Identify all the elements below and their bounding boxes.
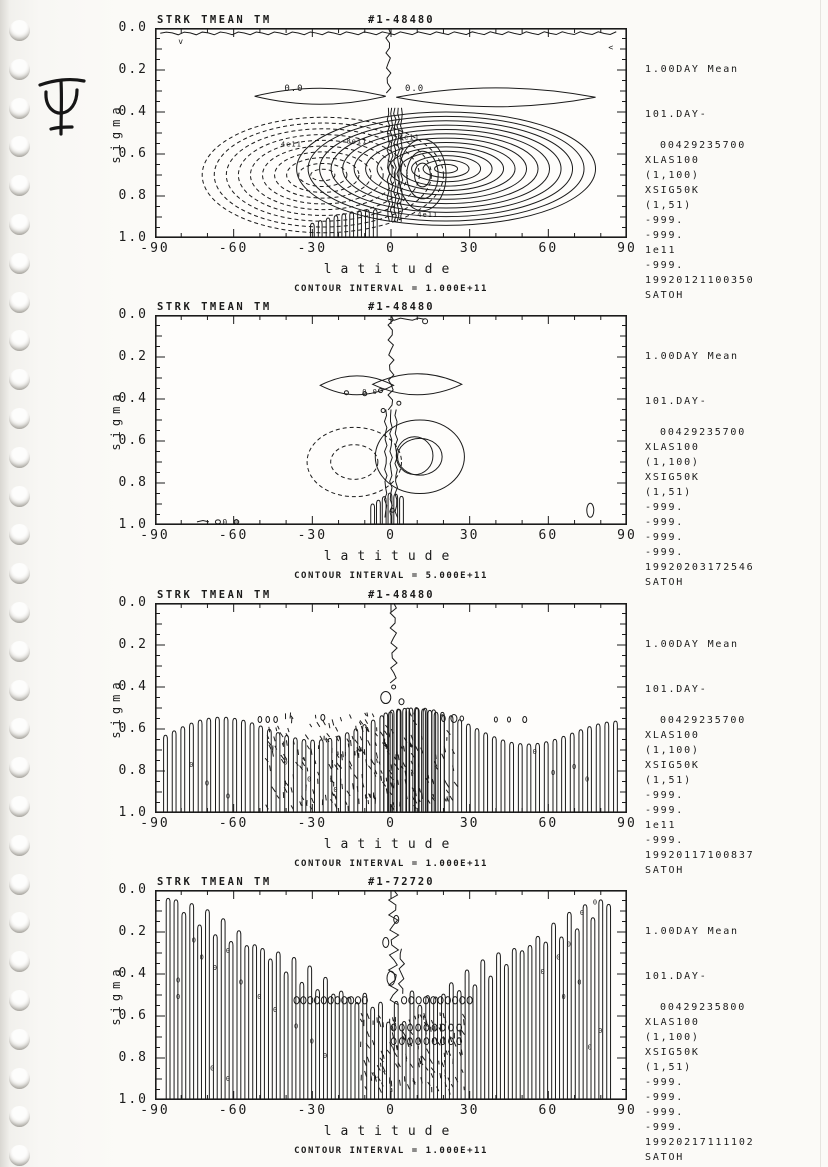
side-metadata-line: 00429235700 [660, 715, 747, 726]
side-metadata-line: -999. [645, 532, 685, 543]
plot-title: STRK TMEAN TM [157, 876, 272, 888]
svg-text:8e11: 8e11 [398, 133, 420, 142]
side-metadata-line: XLAS100 [645, 1017, 700, 1028]
y-tick-label: 0.6 [118, 1008, 148, 1023]
plot-run-id: #1-48480 [368, 301, 435, 313]
x-tick-label: 0 [386, 1103, 396, 1118]
plot-run-id: #1-48480 [368, 589, 435, 601]
side-metadata-line: 19920121100350 [645, 275, 755, 286]
side-metadata-line: (1,51) [645, 1062, 692, 1073]
x-tick-label: 0 [386, 528, 396, 543]
side-metadata-line: (1,51) [645, 487, 692, 498]
svg-text:0: 0 [577, 978, 583, 987]
y-tick-label: 0.0 [118, 882, 148, 897]
side-metadata-line: XLAS100 [645, 155, 700, 166]
side-metadata [645, 713, 755, 878]
x-tick-label: -30 [297, 528, 328, 543]
svg-text:<: < [608, 43, 615, 53]
side-header [645, 319, 739, 439]
side-header [645, 32, 739, 152]
svg-text:0: 0 [204, 779, 211, 788]
svg-text:0: 0 [283, 758, 289, 767]
side-metadata-line: 1e11 [645, 820, 677, 831]
side-metadata-line: XLAS100 [645, 442, 700, 453]
y-tick-label: 0.0 [118, 307, 148, 322]
x-tick-label: -30 [297, 1103, 328, 1118]
x-tick-label: -60 [218, 241, 249, 256]
side-metadata-line: XLAS100 [645, 730, 700, 741]
x-tick-label: -60 [218, 1103, 249, 1118]
svg-text:4e11: 4e11 [417, 211, 439, 219]
side-metadata [645, 138, 755, 303]
y-tick-label: 0.8 [118, 475, 148, 490]
svg-text:0: 0 [175, 976, 182, 985]
side-header-line: 101.DAY- [645, 396, 708, 407]
contour-interval-label: CONTOUR INTERVAL = 1.000E+11 [294, 284, 488, 294]
side-header-line: 101.DAY- [645, 971, 708, 982]
side-metadata-line: (1,51) [645, 200, 692, 211]
plot-title: STRK TMEAN TM [157, 301, 272, 313]
y-tick-label: 0.4 [118, 104, 148, 119]
side-metadata-line: 00429235700 [660, 140, 747, 151]
x-tick-label: -90 [140, 1103, 170, 1118]
y-tick-label: 0.6 [118, 146, 148, 161]
svg-text:0: 0 [556, 953, 562, 962]
y-tick-label: 1.0 [118, 1092, 148, 1107]
svg-text:0: 0 [598, 1026, 604, 1035]
side-metadata-line: -999. [645, 805, 685, 816]
side-metadata-line: (1,100) [645, 170, 700, 181]
side-metadata-line: -999. [645, 1092, 685, 1103]
side-metadata-line: XSIG50K [645, 472, 700, 483]
x-tick-label: -90 [140, 816, 170, 831]
side-header-line: 1.00DAY Mean [645, 64, 739, 75]
y-axis-label: sigma [109, 964, 123, 1026]
svg-text:8e11: 8e11 [346, 137, 368, 146]
y-tick-label: 0.2 [118, 62, 148, 77]
y-tick-label: 0.0 [118, 595, 148, 610]
contour-plot [155, 603, 627, 813]
y-tick-label: 1.0 [118, 805, 148, 820]
x-tick-label: 90 [617, 1103, 637, 1118]
svg-text:0.0: 0.0 [404, 84, 425, 94]
y-tick-label: 0.8 [118, 1050, 148, 1065]
x-tick-label: 30 [459, 1103, 480, 1118]
x-tick-label: 90 [617, 241, 637, 256]
x-axis-label: latitude [323, 837, 459, 852]
x-tick-label: 60 [538, 816, 559, 831]
side-metadata-line: -999. [645, 215, 685, 226]
side-metadata-line: -999. [645, 1122, 685, 1133]
svg-text:0: 0 [199, 953, 205, 962]
side-metadata [645, 425, 755, 590]
x-tick-label: 60 [538, 241, 559, 256]
svg-text:0: 0 [592, 898, 599, 907]
contour-panel [0, 12, 828, 304]
side-metadata-line: 00429235800 [660, 1002, 747, 1013]
y-tick-label: 0.6 [118, 433, 148, 448]
y-tick-label: 0.0 [118, 20, 148, 35]
svg-text:4e11: 4e11 [280, 140, 302, 149]
svg-text:0: 0 [210, 1064, 216, 1073]
side-metadata-line: -999. [645, 547, 685, 558]
x-tick-label: 0 [386, 816, 396, 831]
y-axis-label: sigma [109, 677, 123, 739]
y-tick-label: 0.4 [118, 966, 148, 981]
svg-text:0: 0 [225, 947, 232, 955]
x-tick-label: -60 [218, 816, 249, 831]
y-tick-label: 0.8 [118, 188, 148, 203]
svg-text:0: 0 [273, 1005, 279, 1014]
y-axis-label: sigma [109, 389, 123, 451]
x-tick-label: 30 [459, 241, 480, 256]
y-tick-label: 0.8 [118, 763, 148, 778]
x-axis-label: latitude [323, 549, 459, 564]
x-tick-label: 60 [538, 1103, 559, 1118]
side-metadata-line: 1e11 [645, 245, 677, 256]
svg-text:0.0: 0.0 [222, 518, 240, 525]
side-metadata-line: XSIG50K [645, 760, 700, 771]
y-tick-label: 0.6 [118, 721, 148, 736]
svg-text:0: 0 [571, 762, 578, 771]
x-tick-label: -60 [218, 528, 249, 543]
side-metadata-line: -999. [645, 230, 685, 241]
side-header [645, 894, 739, 1014]
plot-run-id: #1-48480 [368, 14, 435, 26]
side-header-line: 1.00DAY Mean [645, 639, 739, 650]
side-header-line: 1.00DAY Mean [645, 351, 739, 362]
side-metadata-line: 00429235700 [660, 427, 747, 438]
side-metadata-line: -999. [645, 502, 685, 513]
svg-text:0: 0 [307, 775, 313, 784]
y-tick-label: 1.0 [118, 230, 148, 245]
svg-text:0.0: 0.0 [284, 84, 304, 94]
side-metadata-line: (1,100) [645, 457, 700, 468]
side-metadata-line: SATOH [645, 290, 685, 301]
side-metadata-line: -999. [645, 790, 685, 801]
x-axis-label: latitude [323, 262, 459, 277]
side-metadata-line: 19920203172546 [645, 562, 755, 573]
side-metadata [645, 1000, 755, 1165]
side-header-line: 101.DAY- [645, 684, 708, 695]
side-metadata-line: -999. [645, 517, 685, 528]
plot-title: STRK TMEAN TM [157, 14, 272, 26]
side-metadata-line: (1,100) [645, 745, 700, 756]
plot-title: STRK TMEAN TM [157, 589, 272, 601]
y-axis-label: sigma [109, 102, 123, 164]
contour-interval-label: CONTOUR INTERVAL = 5.000E+11 [294, 571, 488, 581]
side-metadata-line: -999. [645, 1077, 685, 1088]
svg-text:0: 0 [309, 1037, 315, 1046]
svg-text:0: 0 [189, 760, 195, 769]
plot-run-id: #1-72720 [368, 876, 435, 888]
y-tick-label: 0.2 [118, 349, 148, 364]
x-tick-label: -90 [140, 241, 170, 256]
contour-panel [0, 299, 828, 591]
contour-plot [155, 315, 627, 525]
x-tick-label: -90 [140, 528, 170, 543]
svg-text:0: 0 [579, 909, 586, 918]
side-header-line: 1.00DAY Mean [645, 926, 739, 937]
side-metadata-line: -999. [645, 260, 685, 271]
svg-text:0: 0 [225, 1075, 232, 1084]
side-metadata-line: -999. [645, 835, 685, 846]
side-metadata-line: -999. [645, 1107, 685, 1118]
contour-interval-label: CONTOUR INTERVAL = 1.000E+11 [294, 1146, 488, 1156]
contour-plot [155, 890, 627, 1100]
svg-text:0: 0 [333, 786, 339, 794]
side-metadata-line: 19920117100837 [645, 850, 755, 861]
svg-text:0: 0 [587, 1043, 593, 1052]
x-tick-label: 30 [459, 528, 480, 543]
side-metadata-line: SATOH [645, 1152, 685, 1163]
svg-text:v: v [178, 36, 185, 46]
contour-plot [155, 28, 627, 238]
x-axis-label: latitude [323, 1124, 459, 1139]
svg-text:0: 0 [532, 748, 538, 757]
svg-text:0: 0 [540, 968, 546, 976]
x-tick-label: 0 [386, 241, 396, 256]
x-tick-label: -30 [297, 816, 328, 831]
y-tick-label: 0.2 [118, 924, 148, 939]
svg-text:0: 0 [191, 936, 197, 945]
x-tick-label: 60 [538, 528, 559, 543]
y-tick-label: 0.4 [118, 391, 148, 406]
x-tick-label: 90 [617, 528, 637, 543]
side-header [645, 607, 739, 727]
y-tick-label: 0.4 [118, 679, 148, 694]
side-metadata-line: SATOH [645, 865, 685, 876]
svg-text:0: 0 [238, 978, 245, 987]
svg-text:0: 0 [293, 1022, 300, 1031]
svg-text:0: 0 [561, 993, 567, 1002]
svg-text:0: 0 [550, 769, 557, 778]
svg-text:0: 0 [566, 940, 572, 949]
side-header-line: 101.DAY- [645, 109, 708, 120]
svg-text:0: 0 [585, 775, 591, 784]
svg-text:0.0: 0.0 [362, 387, 378, 396]
svg-text:0: 0 [225, 792, 232, 801]
side-metadata-line: (1,100) [645, 1032, 700, 1043]
x-tick-label: -30 [297, 241, 328, 256]
y-tick-label: 1.0 [118, 517, 148, 532]
x-tick-label: 30 [459, 816, 480, 831]
svg-text:0: 0 [257, 993, 263, 1002]
svg-text:0: 0 [175, 993, 182, 1002]
y-tick-label: 0.2 [118, 637, 148, 652]
svg-text:0: 0 [322, 1052, 329, 1060]
side-metadata-line: 19920217111102 [645, 1137, 755, 1148]
svg-text:0: 0 [212, 963, 218, 972]
side-metadata-line: XSIG50K [645, 185, 700, 196]
side-metadata-line: SATOH [645, 577, 685, 588]
contour-panel [0, 587, 828, 879]
contour-panel [0, 874, 828, 1166]
side-metadata-line: (1,51) [645, 775, 692, 786]
contour-interval-label: CONTOUR INTERVAL = 1.000E+11 [294, 859, 488, 869]
x-tick-label: 90 [617, 816, 637, 831]
side-metadata-line: XSIG50K [645, 1047, 700, 1058]
